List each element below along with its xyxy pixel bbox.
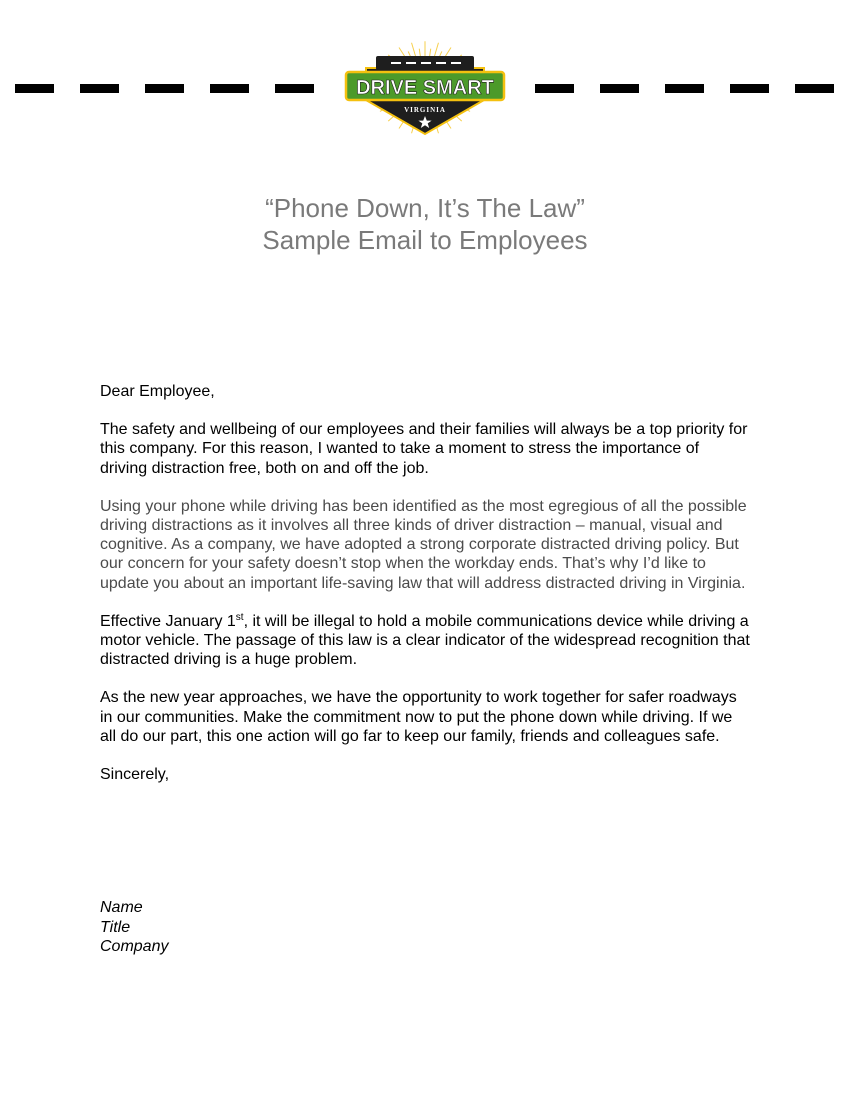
paragraph-3-start: Effective January 1 bbox=[100, 612, 236, 630]
signature-title: Title bbox=[100, 918, 131, 936]
road-dash bbox=[730, 84, 769, 93]
road-dash bbox=[665, 84, 704, 93]
road-dash bbox=[145, 84, 184, 93]
salutation: Dear Employee, bbox=[100, 383, 215, 400]
date-suffix: st bbox=[235, 611, 244, 623]
signature-block bbox=[100, 898, 168, 957]
document-title: “Phone Down, It’s The Law” bbox=[265, 193, 585, 223]
paragraph-1: The safety and wellbeing of our employees and their families will always be a top priority for this company. For this reason, I wanted to take a moment to stress the importance of driving distraction free, both on and off the job. bbox=[100, 421, 748, 477]
drive-smart-logo bbox=[336, 38, 514, 140]
paragraph-4: As the new year approaches, we have the opportunity to work together for safer roadways in our communities. Make the commitment now to put the phone down while driving. If we all do our part, this one action will go far to keep our family, friends and colleagues safe. bbox=[100, 689, 737, 745]
road-dash bbox=[15, 84, 54, 93]
road-dash bbox=[535, 84, 574, 93]
signature-company: Company bbox=[100, 938, 169, 955]
signature-name: Name bbox=[100, 899, 143, 916]
brand-text: DRIVE SMART bbox=[356, 77, 494, 99]
document-subtitle: Sample Email to Employees bbox=[262, 225, 588, 255]
road-dash bbox=[210, 84, 249, 93]
road-dash bbox=[600, 84, 639, 93]
closing: Sincerely, bbox=[100, 766, 170, 784]
road-dash bbox=[275, 84, 314, 93]
road-dash bbox=[80, 84, 119, 93]
road-dash bbox=[795, 84, 834, 93]
letter-body bbox=[100, 382, 750, 803]
paragraph-2: Using your phone while driving has been identified as the most egregious of all the possible driving distractions as it involves all three kinds of driver distraction – manual, visual and cognitive. As a company, we have adopted a strong corporate distracted driving policy. But our concern for your safety doesn’t stop when the workday ends. That’s why I’d like to update you about an important life-saving law that will address distracted driving in Virginia. bbox=[100, 497, 747, 592]
paragraph-3-end: , it will be illegal to hold a mobile communications device while driving a motor vehicle. The passage of this law is a clear indicator of the widespread recognition that distracted driving is a huge problem. bbox=[100, 612, 750, 669]
paragraph-3 bbox=[100, 612, 750, 670]
state-text: VIRGINIA bbox=[404, 106, 446, 114]
